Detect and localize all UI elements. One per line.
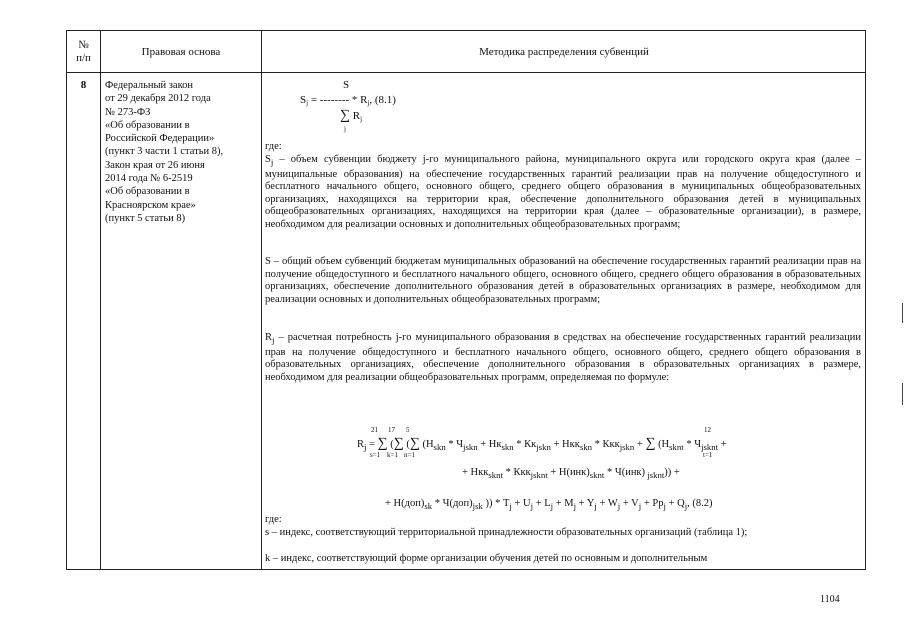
legal-basis-line: от 29 декабря 2012 года [105, 93, 211, 105]
limit-top-s: 21 [371, 426, 378, 434]
where-label-1: где: [265, 141, 282, 152]
formula2-line3: + $Н(доп)_{sk} * Ч(доп)_{jsk}$ )) * $Т_j + U_j + L_j + M_j + Y_j + W_j + V_j + Pp_j + Q_j$, (8.2) [385, 498, 713, 512]
table-header [67, 31, 865, 73]
legal-basis-line: (пункт 5 статьи 8) [105, 212, 186, 224]
formula1-sum-index: j [344, 125, 346, 133]
formula1-label: , (8.1) [369, 94, 396, 106]
formula1-numerator: S [342, 79, 350, 91]
formula1-line [300, 94, 396, 107]
row-number: 8 [80, 79, 87, 91]
header-number-label: № [78, 39, 89, 51]
header-number-sublabel: п/п [76, 52, 91, 64]
document-table [66, 30, 866, 570]
legal-basis-line: 2014 года № 6-2519 [105, 173, 193, 185]
definition-sj: $S_j$ – объем субвенции бюджету j-го муниципального района, муниципального округа или городского округа края (далее – муниципальные образования) на обеспечение государственных гарантий реализации прав на получение общедоступного и бесплатного начального общего, основного общего, среднего общего образования в муниципальных общеобразовательных организациях, находящихся на территории края, обеспечение дополнительного образования детей в муниципальных общеобразовательных организациях, находящихся на территории края (далее – образовательные организации), в размере, необходимом для реализации основных и дополнительных общеобразовательных программ; [265, 154, 861, 231]
limit-bottom-n: n=1 [404, 451, 415, 459]
definition-s-index: s – индекс, соответствующий территориальной принадлежности образовательных организаций (таблица 1); [265, 527, 748, 538]
header-basis-cell: Правовая основа [141, 45, 221, 58]
sum-symbol: ∑ [340, 108, 350, 123]
formula1-r-sub: j [367, 99, 370, 107]
formula1-denominator-sub: j [360, 115, 363, 123]
formula1-denominator [340, 108, 362, 124]
scan-edge-mark-1 [902, 303, 903, 323]
header-number-cell [67, 31, 100, 73]
formula2-line1: $R_j$ = ∑ (∑ (∑ ($Н_{skn} * Ч_{jskn} + Нк_{skn} * Кк_{jskn} + Нкк_{skn} * Ккк_{jskn}$ + ∑ ($Н_{sknt} * Ч_{jsknt}$ + [357, 436, 727, 453]
scan-edge-mark-2 [902, 383, 903, 405]
limit-bottom-k: k=1 [387, 451, 398, 459]
limit-bottom-s: s=1 [370, 451, 381, 459]
limit-top-t: 12 [704, 426, 711, 434]
column-divider-2 [261, 31, 262, 569]
header-method-cell: Методика распределения субвенций [479, 45, 649, 58]
limit-top-n: 5 [406, 426, 410, 434]
legal-basis-line: «Об образовании в [105, 119, 190, 131]
definition-k-index: k – индекс, соответствующий форме организации обучения детей по основным и дополнительным [265, 553, 708, 564]
where-label-2: где: [265, 514, 282, 525]
page-number: 1104 [820, 594, 840, 605]
legal-basis-line: Федеральный закон [105, 80, 194, 91]
definition-s: S – общий объем субвенций бюджетам муниципальных образований на обеспечение государственных гарантий реализации прав на получение общедоступного и бесплатного начального общего, основного общего, среднего общего образования в образовательных организациях, обеспечение дополнительного образования детей в образовательных организациях в размере, необходимом для реализации основных и дополнительных общеобразовательных программ; [265, 256, 861, 305]
limit-top-k: 17 [388, 426, 395, 434]
formula1-expression: = -------- * R [308, 94, 368, 106]
formula1-lhs-sub: j [306, 99, 309, 107]
legal-basis-line: Закон края от 26 июня [105, 159, 205, 171]
column-divider-1 [100, 31, 101, 569]
legal-basis [105, 79, 259, 225]
legal-basis-line: Российской Федерации» [105, 133, 215, 145]
legal-basis-line: № 273-ФЗ [105, 106, 151, 118]
formula2-line2: + $Нкк_{sknt} * Ккк_{jsknt} + Н(инк)_{sknt} * Ч(инк) _{jsknt}$)) + [462, 467, 680, 481]
legal-basis-line: «Об образовании в [105, 186, 190, 198]
formula1-denominator-r: R [352, 110, 361, 122]
formula1-lhs: S [300, 94, 307, 106]
definition-rj: $R_j$ – расчетная потребность j-го муниципального образования в средствах на обеспечение государственных гарантий реализации прав на получение общедоступного и бесплатного начального общего, основного общего, среднего общего образования в образовательных организациях, обеспечение дополнительного образования в образовательных организациях в размере, необходимом для реализации общеобразовательных программ, определяемая по формуле: [265, 332, 861, 383]
legal-basis-line: (пункт 3 части 1 статьи 8), [105, 146, 224, 158]
legal-basis-line: Красноярском крае» [105, 199, 196, 211]
limit-bottom-t: t=1 [703, 451, 713, 459]
